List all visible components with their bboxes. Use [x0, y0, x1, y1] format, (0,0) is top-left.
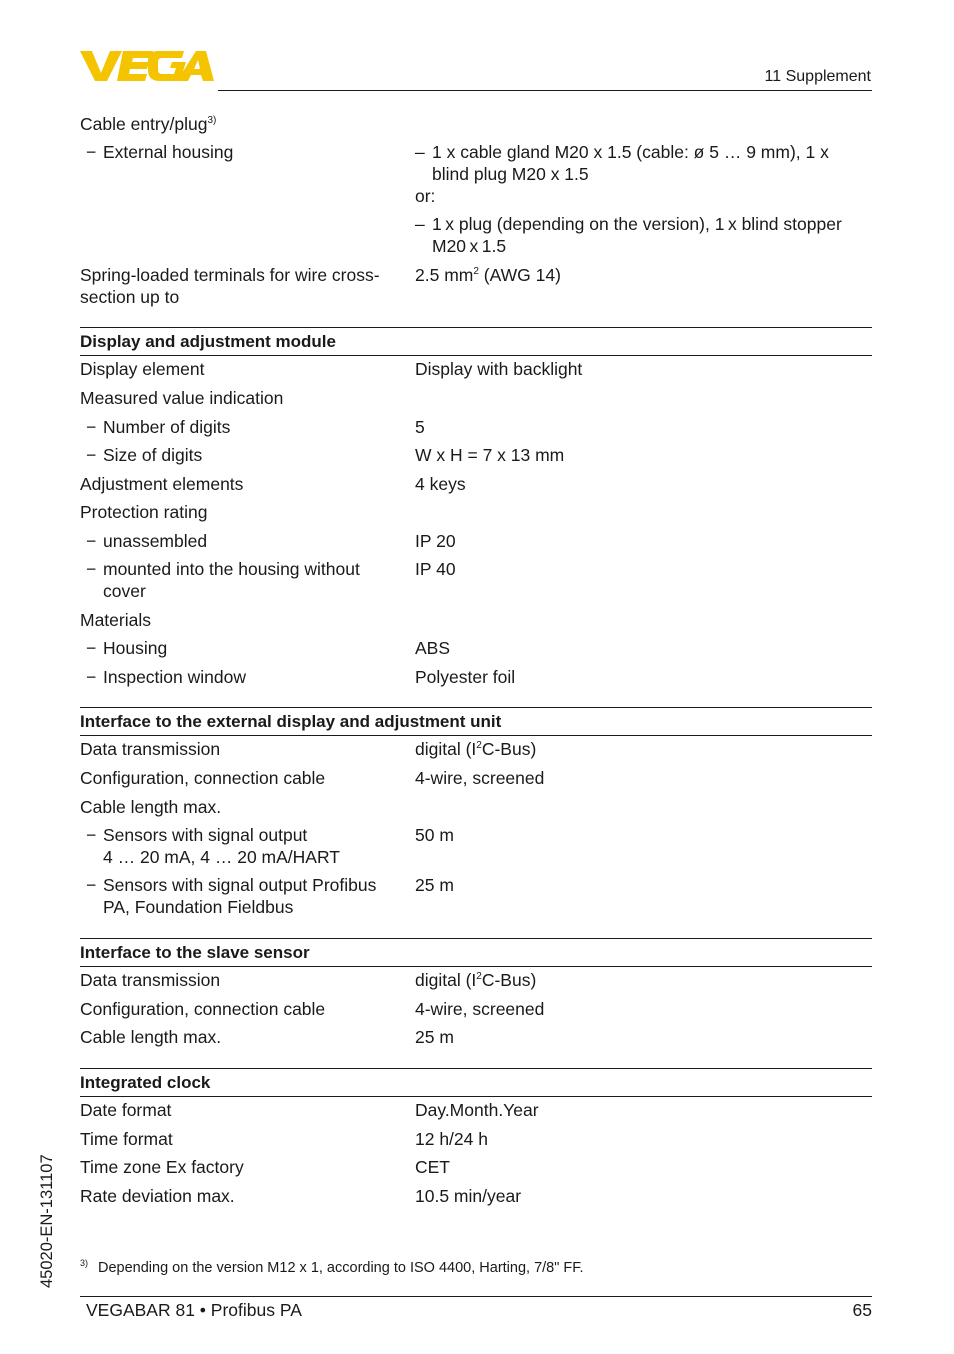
slave-config-label: Configuration, connection cable [80, 999, 326, 1019]
measured-value-label: Measured value indication [80, 388, 284, 408]
footnote [80, 1258, 584, 1276]
footer-rule [80, 1296, 872, 1297]
page-number: 65 [852, 1300, 872, 1320]
adjustment-elements-label: Adjustment elements [80, 474, 244, 494]
inspection-window-label: Inspection window [103, 667, 246, 687]
time-zone-label: Time zone Ex factory [80, 1157, 244, 1177]
document-id: 45020-EN-131107 [38, 1154, 56, 1288]
time-format-label: Time format [80, 1129, 173, 1149]
ext-data-transmission-label: Data transmission [80, 739, 221, 759]
ext-housing-label: External housing [103, 142, 234, 162]
ext-data-transmission-value [415, 738, 536, 760]
ext-data-transmission-value-a: digital (I [415, 739, 477, 759]
superscript: 2 [473, 266, 479, 278]
section-rule [80, 355, 872, 356]
materials-label: Materials [80, 610, 151, 630]
slave-data-transmission-label: Data transmission [80, 970, 221, 990]
digit-size-value: W x H = 7 x 13 mm [415, 445, 565, 465]
spring-terminals-value [415, 264, 561, 286]
dash: − [86, 417, 97, 437]
digit-size-label: Size of digits [103, 445, 203, 465]
section-rule [80, 735, 872, 736]
spring-terminals-label [80, 264, 380, 308]
section-rule [80, 1068, 872, 1069]
section-rule [80, 327, 872, 328]
spring-terminals-value-unit: (AWG 14) [478, 265, 561, 285]
time-zone-value: CET [415, 1157, 450, 1177]
display-element-label: Display element [80, 359, 205, 379]
section-rule [80, 1096, 872, 1097]
mounted-label-line-2: cover [103, 581, 146, 601]
slave-cable-length-value: 25 m [415, 1027, 454, 1047]
sensors-420-label-line-2: 4 … 20 mA, 4 … 20 mA/HART [103, 847, 340, 867]
or-text: or: [415, 186, 436, 206]
footnote-text: Depending on the version M12 x 1, according to ISO 4400, Harting, 7/8" FF. [98, 1259, 584, 1276]
dash: − [86, 638, 97, 658]
section-heading-slave-interface: Interface to the slave sensor [80, 943, 310, 962]
dash: − [86, 142, 97, 162]
date-format-value: Day.Month.Year [415, 1100, 539, 1120]
ext-config-value: 4-wire, screened [415, 768, 545, 788]
superscript: 2 [476, 971, 482, 983]
housing-value: ABS [415, 638, 451, 658]
section-heading-clock: Integrated clock [80, 1073, 211, 1092]
ext-housing-value-1 [432, 141, 829, 185]
date-format-label: Date format [80, 1100, 172, 1120]
section-heading-display-module: Display and adjustment module [80, 332, 336, 351]
sensors-pa-label-line-1: Sensors with signal output Profibus [103, 875, 377, 895]
header-rule [218, 90, 872, 91]
footnote-ref: 3) [207, 115, 217, 127]
slave-data-transmission-value-a: digital (I [415, 970, 477, 990]
footer-product: VEGABAR 81 • Profibus PA [86, 1300, 302, 1320]
sensors-pa-value: 25 m [415, 875, 454, 895]
ext-housing-value-2-line-2: M20 x 1.5 [432, 236, 507, 256]
protection-rating-label: Protection rating [80, 502, 208, 522]
ext-data-transmission-value-b: C-Bus) [481, 739, 537, 759]
ext-cable-length-label: Cable length max. [80, 797, 222, 817]
sensors-420-label-line-1: Sensors with signal output [103, 825, 308, 845]
slave-cable-length-label: Cable length max. [80, 1027, 222, 1047]
ext-housing-value-2 [432, 213, 842, 257]
inspection-window-value: Polyester foil [415, 667, 516, 687]
superscript: 2 [476, 740, 482, 752]
dash: – [415, 214, 425, 234]
sensors-420-label [103, 824, 340, 868]
spring-terminals-label-line-2: section up to [80, 287, 180, 307]
spring-terminals-value-number: 2.5 mm [415, 265, 474, 285]
mounted-label [103, 558, 360, 602]
mounted-label-line-1: mounted into the housing without [103, 559, 360, 579]
dash: − [86, 667, 97, 687]
sensors-pa-label [103, 874, 376, 918]
dash: – [415, 142, 425, 162]
section-rule [80, 938, 872, 939]
cable-entry-title [80, 113, 216, 135]
slave-data-transmission-value [415, 969, 536, 991]
unassembled-label: unassembled [103, 531, 208, 551]
ext-housing-value-1-line-1: 1 x cable gland M20 x 1.5 (cable: ø 5 … 9 mm), 1 x [432, 142, 829, 162]
spring-terminals-label-line-1: Spring-loaded terminals for wire cross- [80, 265, 380, 285]
dash: − [86, 875, 97, 895]
sensors-420-value: 50 m [415, 825, 454, 845]
section-rule [80, 966, 872, 967]
digits-value: 5 [415, 417, 425, 437]
rate-deviation-label: Rate deviation max. [80, 1186, 235, 1206]
header-section: 11 Supplement [764, 68, 871, 85]
section-rule [80, 707, 872, 708]
ext-config-label: Configuration, connection cable [80, 768, 326, 788]
housing-label: Housing [103, 638, 168, 658]
sensors-pa-label-line-2: PA, Foundation Fieldbus [103, 897, 294, 917]
ext-housing-value-1-line-2: blind plug M20 x 1.5 [432, 164, 589, 184]
mounted-value: IP 40 [415, 559, 456, 579]
section-heading-ext-interface: Interface to the external display and adjustment unit [80, 712, 502, 731]
cable-entry-title-text: Cable entry/plug [80, 114, 208, 134]
footnote-mark: 3) [80, 1258, 89, 1268]
unassembled-value: IP 20 [415, 531, 456, 551]
dash: − [86, 445, 97, 465]
vega-logo [80, 48, 214, 84]
dash: − [86, 531, 97, 551]
rate-deviation-value: 10.5 min/year [415, 1186, 522, 1206]
digits-label: Number of digits [103, 417, 231, 437]
dash: − [86, 825, 97, 845]
slave-data-transmission-value-b: C-Bus) [481, 970, 537, 990]
adjustment-elements-value: 4 keys [415, 474, 466, 494]
ext-housing-value-2-line-1: 1 x plug (depending on the version), 1 x blind stopper [432, 214, 842, 234]
dash: − [86, 559, 97, 579]
time-format-value: 12 h/24 h [415, 1129, 488, 1149]
slave-config-value: 4-wire, screened [415, 999, 545, 1019]
display-element-value: Display with backlight [415, 359, 583, 379]
